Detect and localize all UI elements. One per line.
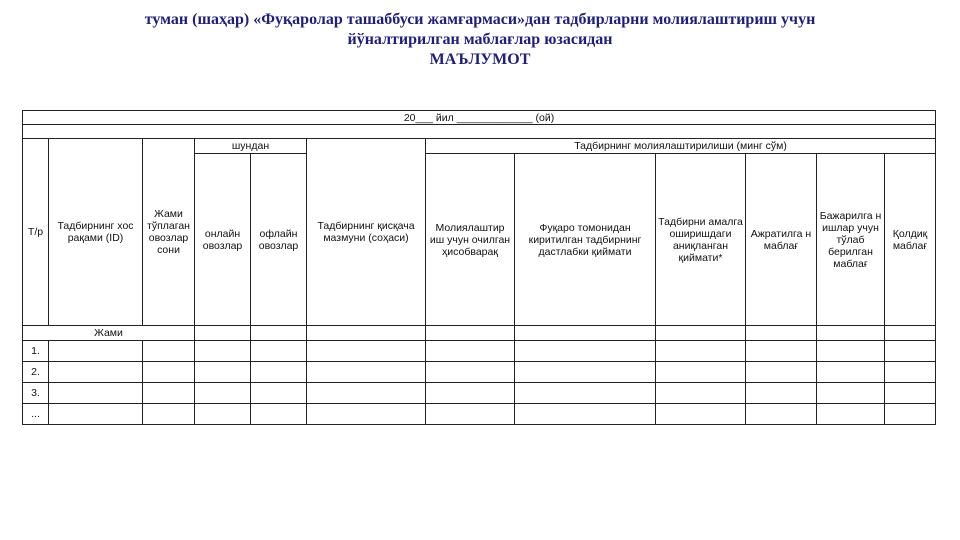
header-determined-cost: Тадбирни амалга оширишдаги аниқланган қиймати* xyxy=(656,154,746,326)
header-online-votes: онлайн овозлар xyxy=(195,154,251,326)
table-cell xyxy=(885,404,936,425)
header-financing-group: Тадбирнинг молиялаштирилиши (минг сўм) xyxy=(426,139,936,154)
header-offline-votes: офлайн овозлар xyxy=(251,154,307,326)
table-cell xyxy=(746,326,817,341)
table-cell xyxy=(656,326,746,341)
total-label: Жами xyxy=(23,326,195,341)
header-allocated-funds: Ажратилга н маблағ xyxy=(746,154,817,326)
heading-title: МАЪЛУМОТ xyxy=(429,51,531,68)
header-initial-cost: Фуқаро томонидан киритилган тадбирнинг дастлабки қиймати xyxy=(515,154,656,326)
table-cell xyxy=(746,383,817,404)
table-row xyxy=(23,341,936,362)
table-cell xyxy=(515,383,656,404)
table-cell xyxy=(746,341,817,362)
document-heading xyxy=(0,10,960,70)
header-balance: Қолдиқ маблағ xyxy=(885,154,936,326)
table-cell xyxy=(307,326,426,341)
header-event-id: Тадбирнинг хос рақами (ID) xyxy=(49,139,143,326)
table-cell xyxy=(746,404,817,425)
table-cell xyxy=(885,383,936,404)
report-table xyxy=(22,110,936,425)
table-cell xyxy=(195,383,251,404)
table-cell xyxy=(195,404,251,425)
table-cell xyxy=(251,383,307,404)
table-cell xyxy=(307,383,426,404)
table-cell xyxy=(195,341,251,362)
blank-row xyxy=(23,125,936,139)
table-cell xyxy=(515,404,656,425)
table-cell xyxy=(143,383,195,404)
table-cell xyxy=(817,362,885,383)
row-number: 2. xyxy=(23,362,49,383)
table-cell xyxy=(307,362,426,383)
table-cell xyxy=(195,326,251,341)
table-cell xyxy=(143,362,195,383)
table-cell xyxy=(656,383,746,404)
table-cell xyxy=(817,383,885,404)
table-cell xyxy=(426,404,515,425)
table-cell xyxy=(49,362,143,383)
table-cell xyxy=(143,404,195,425)
header-paid-funds: Бажарилга н ишлар учун тўлаб берилган маблағ xyxy=(817,154,885,326)
table-cell xyxy=(817,341,885,362)
header-total-votes: Жами тўплаган овозлар сони xyxy=(143,139,195,326)
table-cell xyxy=(251,404,307,425)
table-cell xyxy=(656,341,746,362)
year-month-row: 20___ йил _____________ (ой) xyxy=(23,111,936,125)
table-cell xyxy=(143,341,195,362)
table-cell xyxy=(656,404,746,425)
table-cell xyxy=(49,341,143,362)
table-row xyxy=(23,404,936,425)
table-cell xyxy=(251,341,307,362)
table-cell xyxy=(251,326,307,341)
table-cell xyxy=(49,383,143,404)
heading-line-1: туман (шаҳар) «Фуқаролар ташаббуси жамғармаси»дан тадбирларни молиялаштириш учун xyxy=(144,11,816,28)
table-cell xyxy=(817,326,885,341)
table-cell xyxy=(817,404,885,425)
heading-line-2: йўналтирилган маблағлар юзасидан xyxy=(347,31,613,48)
table-cell xyxy=(515,362,656,383)
table-cell xyxy=(426,383,515,404)
table-cell xyxy=(307,404,426,425)
table-cell xyxy=(885,326,936,341)
table-cell xyxy=(885,362,936,383)
header-event-summary: Тадбирнинг қисқача мазмуни (соҳаси) xyxy=(307,139,426,326)
table-row xyxy=(23,362,936,383)
table-cell xyxy=(515,341,656,362)
row-number: 3. xyxy=(23,383,49,404)
table-cell xyxy=(426,362,515,383)
row-number: ... xyxy=(23,404,49,425)
table-cell xyxy=(746,362,817,383)
header-number: Т/р xyxy=(23,139,49,326)
table-cell xyxy=(515,326,656,341)
table-cell xyxy=(426,326,515,341)
table-cell xyxy=(307,341,426,362)
table-cell xyxy=(195,362,251,383)
row-number: 1. xyxy=(23,341,49,362)
table-row xyxy=(23,383,936,404)
header-financing-account: Молиялаштир иш учун очилган ҳисобварақ xyxy=(426,154,515,326)
table-cell xyxy=(885,341,936,362)
table-cell xyxy=(251,362,307,383)
table-cell xyxy=(426,341,515,362)
header-of-which: шундан xyxy=(195,139,307,154)
table-cell xyxy=(656,362,746,383)
table-cell xyxy=(49,404,143,425)
